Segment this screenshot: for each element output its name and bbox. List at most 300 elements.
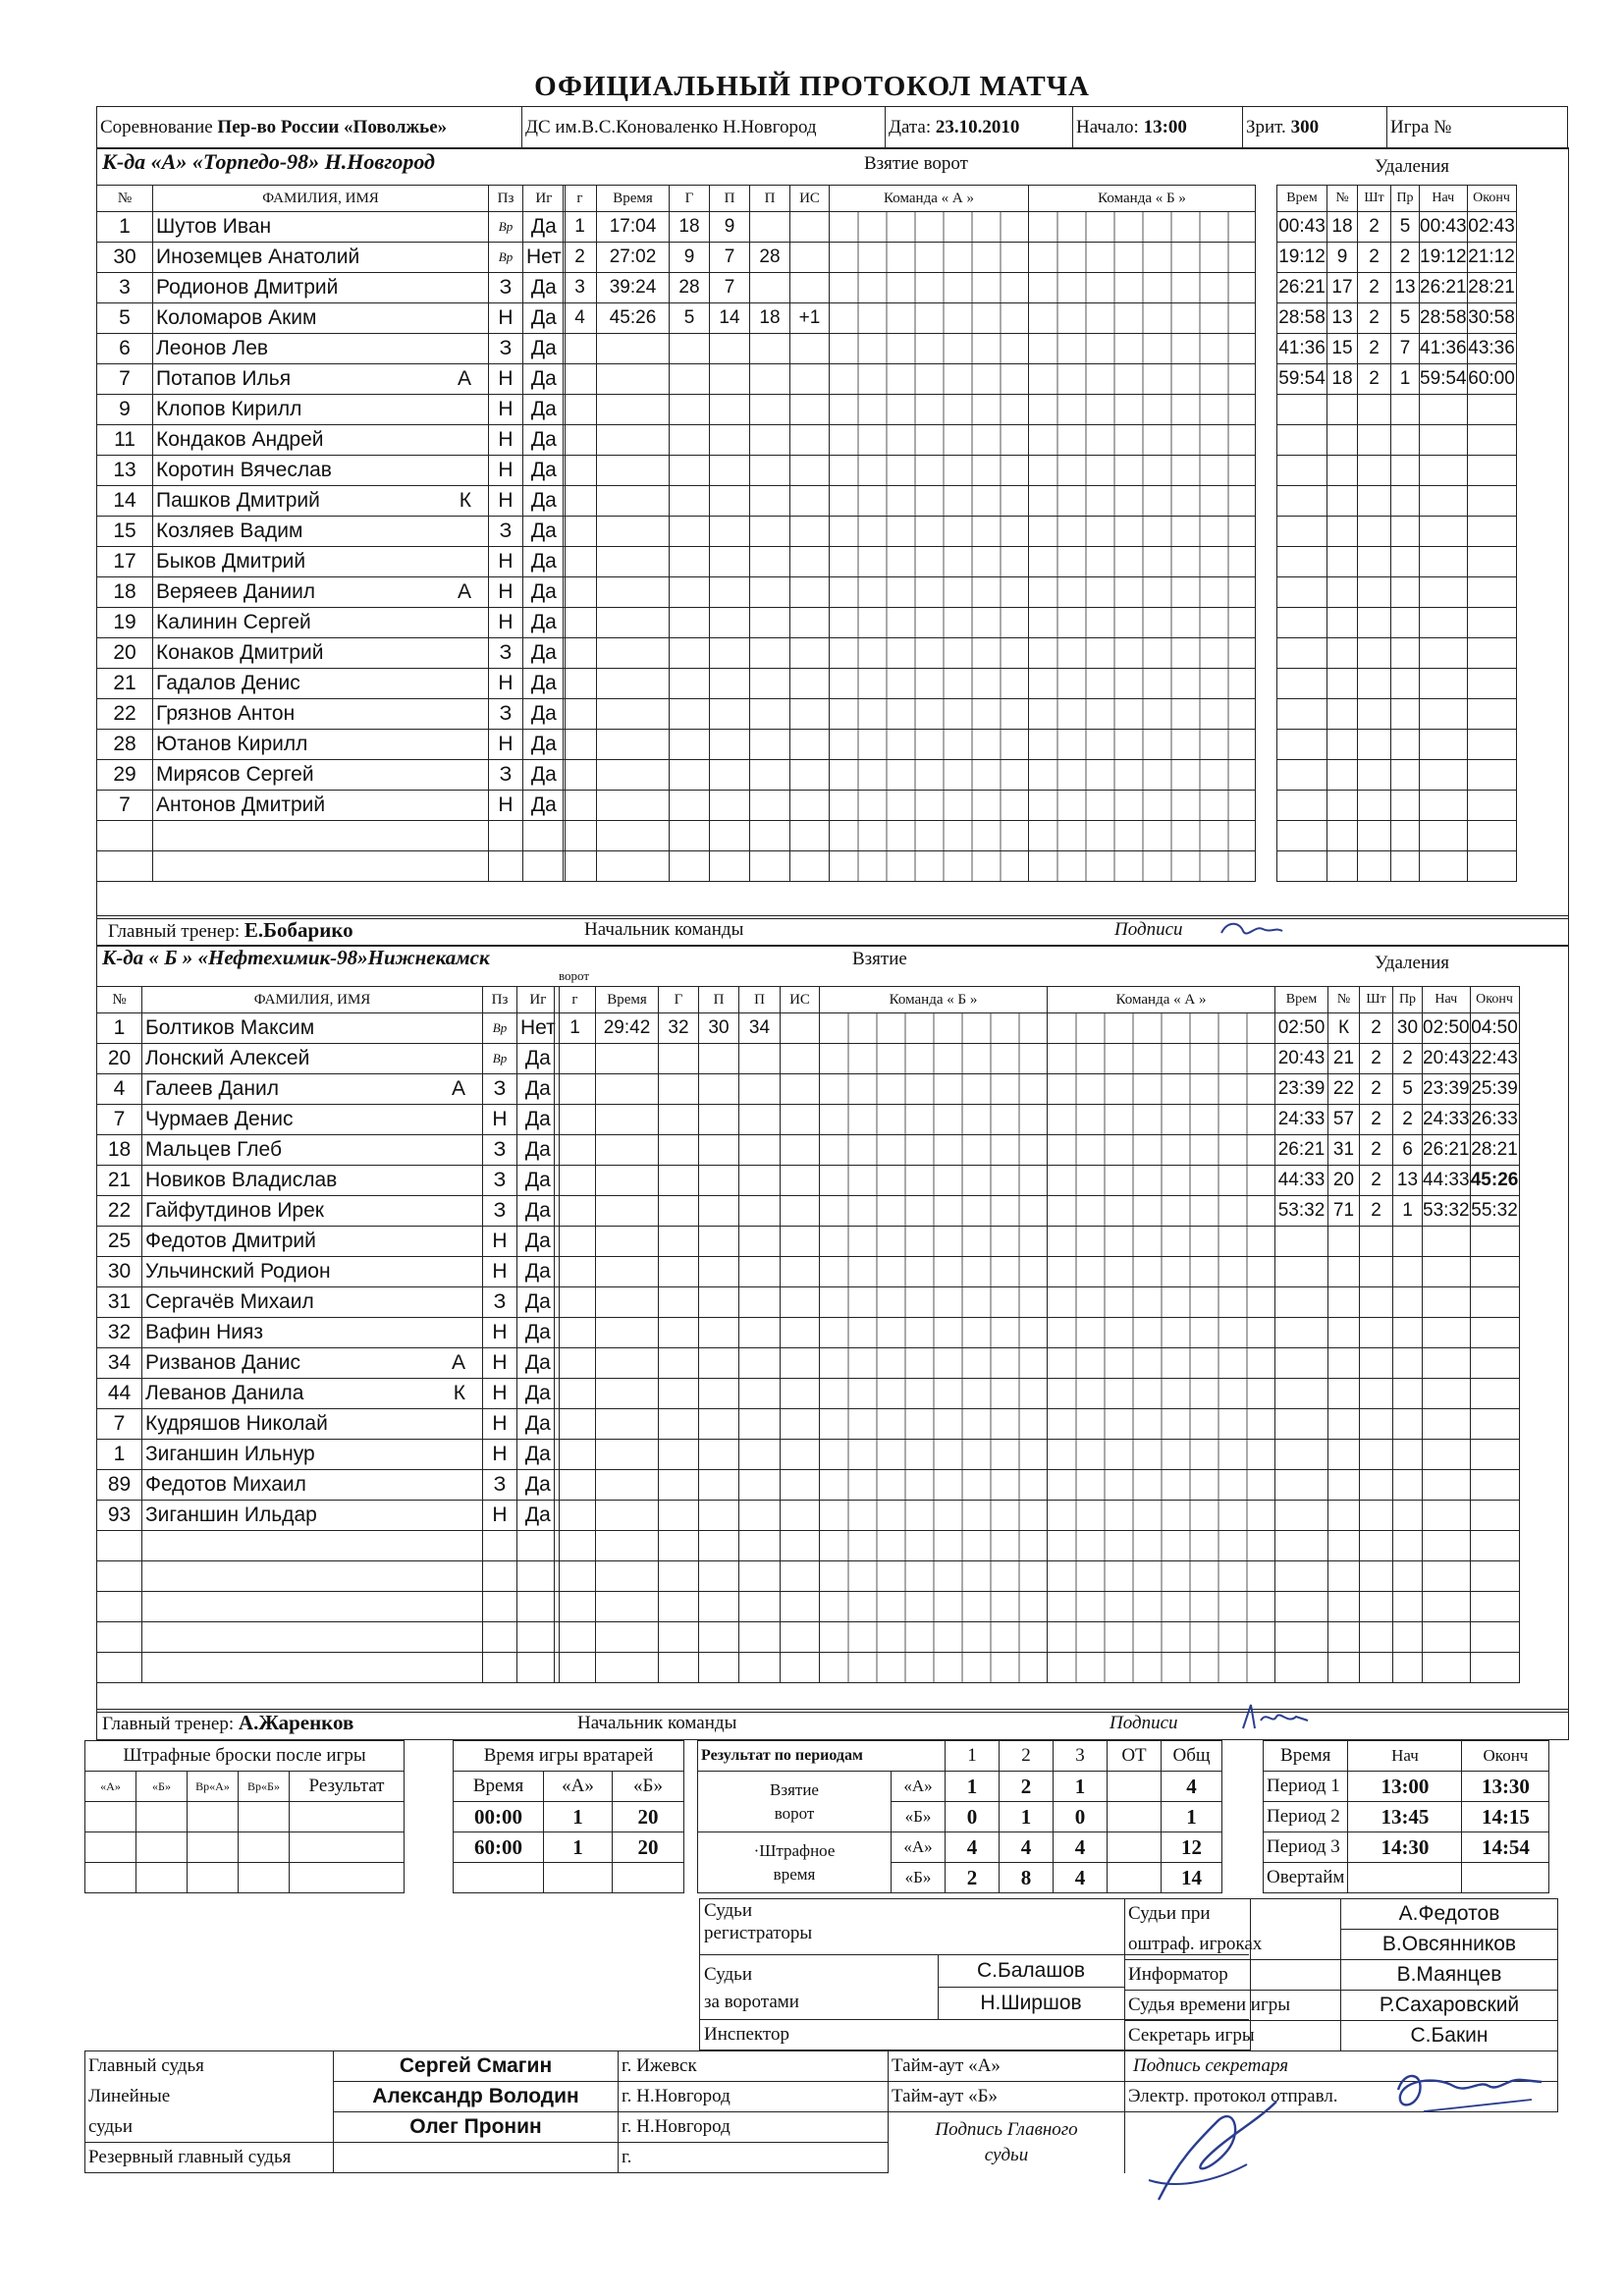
empty-cell bbox=[1391, 425, 1420, 456]
result-value: 1 bbox=[946, 1772, 1000, 1802]
penalty-num: 18 bbox=[1327, 212, 1358, 243]
empty-cell bbox=[781, 1501, 820, 1531]
empty-cell bbox=[750, 334, 790, 364]
empty-cell bbox=[699, 1409, 739, 1440]
empty-cell bbox=[710, 821, 750, 851]
empty-cell bbox=[1277, 699, 1327, 730]
player-row bbox=[97, 1074, 560, 1105]
reg-judges-label-2: регистраторы bbox=[704, 1923, 813, 1943]
team-b-goals-title-2: ворот bbox=[559, 968, 590, 983]
player-plays: Да bbox=[523, 517, 566, 547]
team-a-penalties bbox=[1276, 185, 1517, 882]
result-group-label-1: Взятие bbox=[770, 1779, 819, 1799]
goal-row bbox=[555, 1470, 1275, 1501]
penalty-time: 44:33 bbox=[1275, 1166, 1328, 1196]
shootout-col-header: «Б» bbox=[136, 1772, 188, 1802]
goal-p2 bbox=[750, 212, 790, 243]
empty-cell bbox=[1275, 1470, 1328, 1501]
empty-cell bbox=[564, 577, 597, 608]
main-referee: Сергей Смагин bbox=[334, 2051, 619, 2082]
player-number: 22 bbox=[97, 1196, 142, 1227]
empty-cell bbox=[597, 821, 670, 851]
onice-grid bbox=[820, 1592, 1048, 1622]
player-name-text: Ульчинский Родион bbox=[145, 1260, 331, 1283]
empty-cell bbox=[750, 821, 790, 851]
reserve-ref-city: г. bbox=[619, 2143, 889, 2173]
empty-cell bbox=[1467, 608, 1516, 638]
player-row bbox=[97, 577, 566, 608]
goal-p1: 30 bbox=[699, 1013, 739, 1044]
period-name: Период 2 bbox=[1264, 1802, 1348, 1832]
empty-cell bbox=[790, 577, 830, 608]
onice-grid bbox=[820, 1013, 1048, 1044]
goal-row bbox=[555, 1348, 1275, 1379]
onice-grid bbox=[1029, 212, 1256, 243]
empty-cell bbox=[659, 1561, 699, 1592]
player-number: 20 bbox=[97, 638, 153, 669]
empty-cell bbox=[1358, 699, 1391, 730]
goalie-b: 20 bbox=[613, 1832, 684, 1863]
col-strength-header: ИС bbox=[781, 987, 820, 1013]
empty-cell bbox=[1327, 608, 1358, 638]
empty-cell bbox=[564, 760, 597, 791]
empty-cell bbox=[1470, 1440, 1519, 1470]
penalty-sht: 2 bbox=[1360, 1074, 1393, 1105]
result-value bbox=[1108, 1832, 1162, 1863]
player-position: З bbox=[489, 334, 523, 364]
penalty-row bbox=[1275, 1348, 1520, 1379]
player-name bbox=[153, 699, 489, 730]
linesman-1: Александр Володин bbox=[334, 2082, 619, 2112]
empty-cell bbox=[596, 1653, 659, 1683]
empty-cell bbox=[1467, 791, 1516, 821]
empty-cell bbox=[564, 638, 597, 669]
onice-grid bbox=[820, 1348, 1048, 1379]
penalty-sht: 2 bbox=[1358, 243, 1391, 273]
onice-grid bbox=[1048, 1592, 1275, 1622]
penalty-time: 19:12 bbox=[1277, 243, 1327, 273]
empty-cell bbox=[1470, 1531, 1519, 1561]
empty-cell bbox=[739, 1135, 781, 1166]
onice-grid bbox=[1029, 821, 1256, 851]
onice-grid bbox=[1029, 730, 1256, 760]
period-time-row bbox=[1264, 1802, 1549, 1832]
penalty-end: 55:32 bbox=[1470, 1196, 1519, 1227]
goal-p2: 18 bbox=[750, 303, 790, 334]
onice-grid bbox=[1029, 577, 1256, 608]
penalty-start: 53:32 bbox=[1423, 1196, 1471, 1227]
empty-cell bbox=[596, 1409, 659, 1440]
player-name-text: Федотов Дмитрий bbox=[145, 1230, 316, 1252]
team-a-title: К-да «А» «Торпедо-98» Н.Новгород bbox=[102, 149, 435, 174]
onice-grid bbox=[1048, 1440, 1275, 1470]
empty-cell bbox=[564, 730, 597, 760]
goalie-a: 1 bbox=[544, 1802, 613, 1832]
player-plays: Да bbox=[517, 1074, 560, 1105]
empty-cell bbox=[97, 1561, 142, 1592]
empty-cell bbox=[739, 1166, 781, 1196]
empty-cell bbox=[597, 669, 670, 699]
empty-cell bbox=[1420, 791, 1468, 821]
empty-cell bbox=[1277, 577, 1327, 608]
competition-label: Соревнование bbox=[100, 117, 213, 137]
player-name bbox=[142, 1470, 483, 1501]
empty-cell bbox=[1470, 1318, 1519, 1348]
empty-cell bbox=[1275, 1379, 1328, 1409]
period-start: 14:30 bbox=[1348, 1832, 1462, 1863]
penalty-pr: 30 bbox=[1393, 1013, 1423, 1044]
penalty-end: 43:36 bbox=[1467, 334, 1516, 364]
player-name bbox=[153, 395, 489, 425]
empty-cell bbox=[564, 334, 597, 364]
player-name-text: Коломаров Аким bbox=[156, 306, 317, 329]
col-time-header: Время bbox=[597, 186, 670, 212]
period-results-table bbox=[697, 1740, 1222, 1893]
empty-cell bbox=[670, 456, 710, 486]
referees-table bbox=[84, 2050, 889, 2173]
result-group-label-2: ворот bbox=[774, 1803, 815, 1823]
penalty-row bbox=[1275, 1531, 1520, 1561]
player-name-text: Лонский Алексей bbox=[145, 1047, 310, 1069]
goal-row bbox=[555, 1592, 1275, 1622]
penalty-start: 26:21 bbox=[1423, 1135, 1471, 1166]
player-row bbox=[97, 1044, 560, 1074]
empty-cell bbox=[781, 1622, 820, 1653]
player-row bbox=[97, 517, 566, 547]
goal-row bbox=[555, 1440, 1275, 1470]
player-name-text: Ризванов Данис bbox=[145, 1351, 300, 1374]
result-team-label: «Б» bbox=[892, 1802, 946, 1832]
reserve-ref-label: Резервный главный судья bbox=[85, 2143, 334, 2173]
empty-cell bbox=[1393, 1379, 1423, 1409]
empty-cell bbox=[710, 699, 750, 730]
empty-cell bbox=[1393, 1257, 1423, 1287]
empty-cell bbox=[670, 425, 710, 456]
empty-cell bbox=[781, 1227, 820, 1257]
empty-cell bbox=[1467, 638, 1516, 669]
player-row bbox=[97, 1653, 560, 1683]
empty-cell bbox=[659, 1622, 699, 1653]
empty-cell bbox=[1328, 1257, 1360, 1287]
col-onice-first-header: Команда « Б » bbox=[820, 987, 1048, 1013]
empty-cell bbox=[710, 395, 750, 425]
empty-cell bbox=[97, 1592, 142, 1622]
empty-cell bbox=[1391, 577, 1420, 608]
empty-cell bbox=[1328, 1409, 1360, 1440]
team-b-goals bbox=[554, 986, 1275, 1683]
empty-cell bbox=[1393, 1501, 1423, 1531]
team-b-coach-label: Главный тренер: bbox=[102, 1714, 235, 1734]
goal-p1: 7 bbox=[710, 273, 750, 303]
empty-cell bbox=[1275, 1440, 1328, 1470]
empty-cell bbox=[699, 1257, 739, 1287]
player-row bbox=[97, 1561, 560, 1592]
player-name-text: Федотов Михаил bbox=[145, 1473, 306, 1496]
empty-cell bbox=[1391, 699, 1420, 730]
player-position: Н bbox=[489, 425, 523, 456]
player-plays: Да bbox=[517, 1501, 560, 1531]
player-plays: Да bbox=[517, 1409, 560, 1440]
empty-cell bbox=[596, 1470, 659, 1501]
result-value: 1 bbox=[1162, 1802, 1222, 1832]
player-number: 25 bbox=[97, 1227, 142, 1257]
empty-cell bbox=[1328, 1561, 1360, 1592]
onice-grid bbox=[1048, 1227, 1275, 1257]
player-position: Вр bbox=[483, 1013, 517, 1044]
timekeeper-label: Судья времени игры bbox=[1125, 1991, 1341, 2021]
empty-cell bbox=[1470, 1622, 1519, 1653]
goal-row bbox=[555, 1227, 1275, 1257]
empty-cell bbox=[699, 1531, 739, 1561]
empty-cell bbox=[790, 699, 830, 730]
penalty-row bbox=[1275, 1653, 1520, 1683]
empty-cell bbox=[483, 1592, 517, 1622]
empty-cell bbox=[670, 791, 710, 821]
empty-cell bbox=[1327, 669, 1358, 699]
player-row bbox=[97, 638, 566, 669]
empty-cell bbox=[555, 1257, 596, 1287]
penalty-row bbox=[1275, 1470, 1520, 1501]
result-value: 4 bbox=[946, 1832, 1000, 1863]
penalty-time: 26:21 bbox=[1275, 1135, 1328, 1166]
player-plays: Да bbox=[517, 1135, 560, 1166]
penalty-sht: 2 bbox=[1360, 1135, 1393, 1166]
player-number: 30 bbox=[97, 1257, 142, 1287]
col-assist2-header: П bbox=[739, 987, 781, 1013]
goal-is bbox=[781, 1013, 820, 1044]
period-end: 14:15 bbox=[1462, 1802, 1549, 1832]
team-b-signature-icon bbox=[1237, 1699, 1316, 1738]
empty-cell bbox=[555, 1409, 596, 1440]
empty-cell bbox=[1420, 760, 1468, 791]
player-name-text: Родионов Дмитрий bbox=[156, 276, 339, 299]
empty-cell bbox=[659, 1074, 699, 1105]
player-row bbox=[97, 699, 566, 730]
empty-cell bbox=[710, 760, 750, 791]
onice-grid bbox=[820, 1105, 1048, 1135]
goal-row bbox=[555, 1196, 1275, 1227]
empty-cell bbox=[564, 486, 597, 517]
empty-cell bbox=[1327, 730, 1358, 760]
empty-cell bbox=[1420, 730, 1468, 760]
penbox-label-1: Судьи при bbox=[1125, 1899, 1341, 1930]
player-position: Вр bbox=[489, 243, 523, 273]
onice-grid bbox=[1029, 425, 1256, 456]
penalty-row bbox=[1277, 303, 1517, 334]
empty-cell bbox=[597, 547, 670, 577]
goal-p2: 28 bbox=[750, 243, 790, 273]
player-plays: Да bbox=[523, 577, 566, 608]
penalty-num: 13 bbox=[1327, 303, 1358, 334]
penalty-row bbox=[1275, 1440, 1520, 1470]
empty-cell bbox=[781, 1318, 820, 1348]
empty-cell bbox=[699, 1227, 739, 1257]
goal-row bbox=[564, 669, 1256, 699]
goal-row bbox=[564, 699, 1256, 730]
goals-header bbox=[564, 186, 1256, 212]
onice-grid bbox=[1029, 638, 1256, 669]
empty-cell bbox=[597, 851, 670, 882]
penalty-row bbox=[1277, 577, 1517, 608]
shootout-col-header: Вр«А» bbox=[188, 1772, 239, 1802]
onice-grid bbox=[1029, 273, 1256, 303]
goal-row bbox=[555, 1561, 1275, 1592]
empty-cell bbox=[710, 577, 750, 608]
empty-cell bbox=[739, 1044, 781, 1074]
penalty-end: 30:58 bbox=[1467, 303, 1516, 334]
empty-cell bbox=[555, 1196, 596, 1227]
onice-grid bbox=[1048, 1348, 1275, 1379]
penalty-sht: 2 bbox=[1358, 334, 1391, 364]
penalty-row bbox=[1275, 1287, 1520, 1318]
pim-a-row bbox=[698, 1832, 1222, 1863]
onice-grid bbox=[820, 1074, 1048, 1105]
player-name bbox=[142, 1379, 483, 1409]
empty-cell bbox=[517, 1561, 560, 1592]
penalty-row bbox=[1277, 334, 1517, 364]
empty-cell bbox=[699, 1044, 739, 1074]
empty-cell bbox=[739, 1318, 781, 1348]
onice-grid bbox=[820, 1470, 1048, 1501]
result-value: 4 bbox=[1000, 1832, 1054, 1863]
player-position: Н bbox=[489, 303, 523, 334]
empty-cell bbox=[597, 638, 670, 669]
empty-cell bbox=[659, 1409, 699, 1440]
player-name bbox=[142, 1348, 483, 1379]
goal-g: 9 bbox=[670, 243, 710, 273]
onice-grid bbox=[1029, 851, 1256, 882]
empty-cell bbox=[1275, 1257, 1328, 1287]
penalty-end: 60:00 bbox=[1467, 364, 1516, 395]
player-number: 7 bbox=[97, 1409, 142, 1440]
penalty-num: К bbox=[1328, 1013, 1360, 1044]
result-value: 14 bbox=[1162, 1863, 1222, 1893]
goalie-time: 60:00 bbox=[454, 1832, 544, 1863]
empty-cell bbox=[659, 1501, 699, 1531]
empty-cell bbox=[1358, 547, 1391, 577]
empty-cell bbox=[750, 364, 790, 395]
player-plays: Да bbox=[517, 1440, 560, 1470]
player-name-text: Вафин Нияз bbox=[145, 1321, 264, 1343]
player-number: 22 bbox=[97, 699, 153, 730]
empty-cell bbox=[1393, 1227, 1423, 1257]
penalty-row bbox=[1275, 1044, 1520, 1074]
secretary-signature-label: Подпись секретаря bbox=[1125, 2051, 1558, 2082]
col-pen-start-header: Нач bbox=[1420, 186, 1468, 212]
empty-cell bbox=[517, 1531, 560, 1561]
onice-grid bbox=[830, 638, 1029, 669]
penalty-row bbox=[1277, 212, 1517, 243]
penalty-start: 44:33 bbox=[1423, 1166, 1471, 1196]
penalty-row bbox=[1275, 1622, 1520, 1653]
player-name bbox=[153, 303, 489, 334]
empty-cell bbox=[1420, 669, 1468, 699]
period-col-header: 2 bbox=[1000, 1741, 1054, 1772]
venue: ДС им.В.С.Коноваленко Н.Новгород bbox=[522, 107, 886, 149]
player-plays: Да bbox=[523, 212, 566, 243]
player-position: Н bbox=[489, 730, 523, 760]
goal-p1: 9 bbox=[710, 212, 750, 243]
player-name-text: Веряеев Даниил bbox=[156, 580, 316, 603]
captain-mark: К bbox=[453, 1382, 465, 1404]
empty-cell bbox=[1275, 1287, 1328, 1318]
result-value: 2 bbox=[946, 1863, 1000, 1893]
penalty-row bbox=[1277, 273, 1517, 303]
col-pen-num-header: № bbox=[1328, 987, 1360, 1013]
empty-cell bbox=[564, 395, 597, 425]
empty-cell bbox=[1420, 851, 1468, 882]
empty-cell bbox=[670, 730, 710, 760]
penalty-pr: 2 bbox=[1393, 1044, 1423, 1074]
player-name-text: Чурмаев Денис bbox=[145, 1108, 294, 1130]
goalie-time-title: Время игры вратарей bbox=[454, 1741, 684, 1772]
empty-cell bbox=[781, 1135, 820, 1166]
onice-grid bbox=[1048, 1561, 1275, 1592]
penalty-start: 23:39 bbox=[1423, 1074, 1471, 1105]
empty-cell bbox=[1358, 517, 1391, 547]
player-name-text: Потапов Илья bbox=[156, 367, 292, 390]
empty-cell bbox=[790, 456, 830, 486]
empty-cell bbox=[1277, 486, 1327, 517]
empty-cell bbox=[1328, 1318, 1360, 1348]
player-plays: Да bbox=[523, 486, 566, 517]
empty-cell bbox=[670, 608, 710, 638]
player-row bbox=[97, 1257, 560, 1287]
empty-cell bbox=[1360, 1531, 1393, 1561]
penalty-sht: 2 bbox=[1360, 1105, 1393, 1135]
penalty-pr: 13 bbox=[1393, 1166, 1423, 1196]
player-row bbox=[97, 791, 566, 821]
empty-cell bbox=[97, 821, 153, 851]
empty-cell bbox=[597, 425, 670, 456]
empty-cell bbox=[659, 1044, 699, 1074]
goal-row bbox=[555, 1501, 1275, 1531]
penalty-row bbox=[1275, 1166, 1520, 1196]
competition-cell bbox=[97, 107, 522, 149]
penalty-time: 41:36 bbox=[1277, 334, 1327, 364]
empty-cell bbox=[1360, 1379, 1393, 1409]
empty-cell bbox=[142, 1531, 483, 1561]
goal-row bbox=[564, 303, 1256, 334]
goal-row bbox=[555, 1257, 1275, 1287]
onice-grid bbox=[1029, 243, 1256, 273]
empty-cell bbox=[790, 425, 830, 456]
player-plays: Да bbox=[523, 364, 566, 395]
penalty-num: 57 bbox=[1328, 1105, 1360, 1135]
penalty-pr: 7 bbox=[1391, 334, 1420, 364]
player-position: З bbox=[489, 638, 523, 669]
start-cell bbox=[1073, 107, 1243, 149]
result-value: 0 bbox=[1054, 1802, 1108, 1832]
empty-cell bbox=[739, 1501, 781, 1531]
player-plays: Да bbox=[523, 303, 566, 334]
empty-cell bbox=[1327, 699, 1358, 730]
empty-cell bbox=[1420, 699, 1468, 730]
onice-grid bbox=[1048, 1196, 1275, 1227]
empty-cell bbox=[1391, 486, 1420, 517]
penalty-end: 25:39 bbox=[1470, 1074, 1519, 1105]
player-row bbox=[97, 273, 566, 303]
empty-cell bbox=[555, 1531, 596, 1561]
onice-grid bbox=[1048, 1653, 1275, 1683]
penalty-start: 19:12 bbox=[1420, 243, 1468, 273]
empty-cell bbox=[1275, 1622, 1328, 1653]
onice-grid bbox=[1029, 547, 1256, 577]
period-name: Овертайм bbox=[1264, 1863, 1348, 1893]
empty-cell bbox=[699, 1622, 739, 1653]
onice-grid bbox=[830, 486, 1029, 517]
onice-grid bbox=[1029, 334, 1256, 364]
